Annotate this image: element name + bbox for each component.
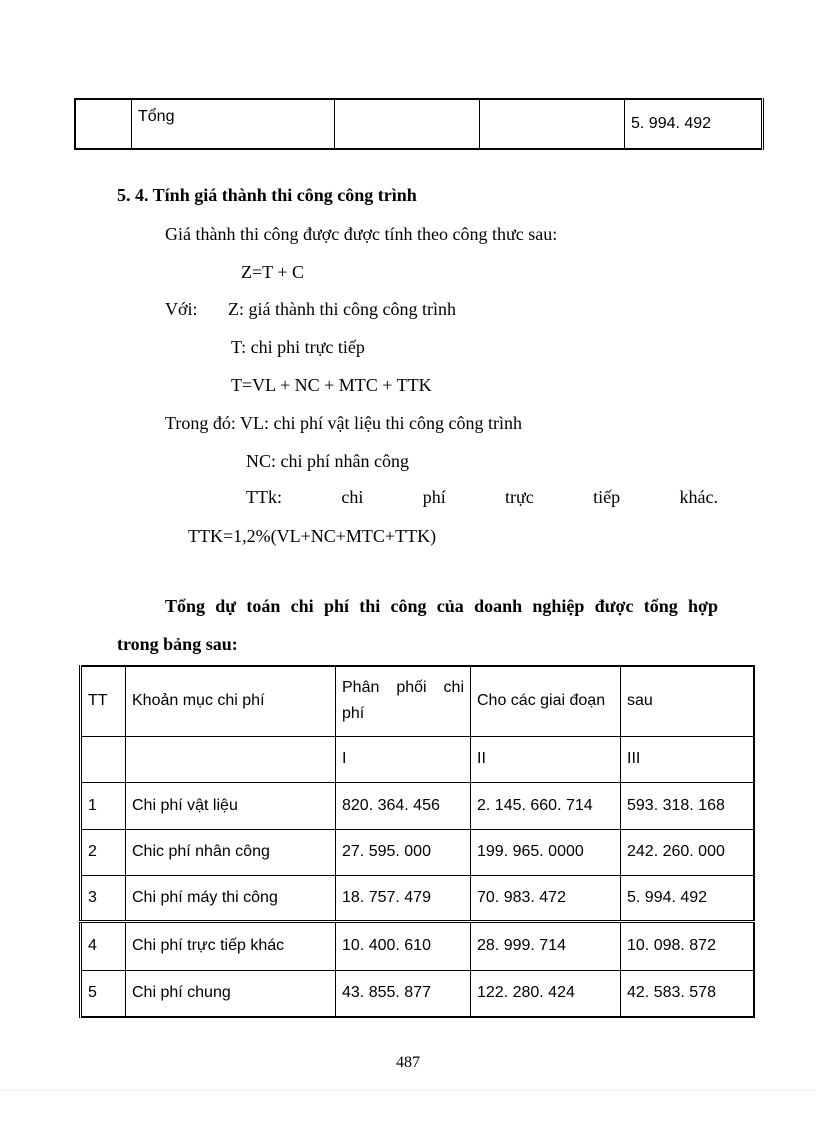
ttk-word: phí [422,487,446,507]
section-heading: 5. 4. Tính giá thành thi công công trình [117,185,417,205]
summary-line-2: trong bảng sau: [117,634,238,654]
table-row [75,99,763,149]
ttk-definition [246,487,718,508]
header-after: sau [621,666,755,736]
table-row [81,782,755,829]
header-phases: Cho các giai đoạn [471,666,621,736]
summary-line-1: Tổng dự toán chi phí thi công của doanh nghiệp được tổng hợp [165,596,718,616]
nc-definition: NC: chi phí nhân công [246,451,409,471]
row-value: 28. 999. 714 [471,921,621,970]
footer-rule [0,1090,816,1091]
header-tt: TT [81,666,126,736]
row-tt: 2 [81,829,126,875]
row-value: 70. 983. 472 [471,875,621,921]
t-definition: T: chi phi trực tiếp [231,337,365,357]
table-row [81,875,755,921]
row-value: 820. 364. 456 [336,782,471,829]
row-item: Chi phí trực tiếp khác [126,921,336,970]
row-value: 593. 318. 168 [621,782,755,829]
row-item: Chi phí vật liệu [126,782,336,829]
ttk-word: tiếp [593,487,621,507]
formula-z: Z=T + C [241,262,304,282]
phase-row [81,736,755,782]
row-value: 18. 757. 479 [336,875,471,921]
table-row [81,970,755,1017]
row-tt: 3 [81,875,126,921]
empty-cell [126,736,336,782]
ttk-word: trực [505,487,534,507]
t-formula: T=VL + NC + MTC + TTK [231,375,432,395]
phase-label: I [336,736,471,782]
page-number: 487 [396,1054,420,1071]
empty-cell [81,736,126,782]
table-row [81,829,755,875]
table-row [81,921,755,970]
row-value: 43. 855. 877 [336,970,471,1017]
row-tt: 5 [81,970,126,1017]
ttk-formula: TTK=1,2%(VL+NC+MTC+TTK) [188,526,437,546]
row-value: 122. 280. 424 [471,970,621,1017]
row-value: 2. 145. 660. 714 [471,782,621,829]
row-item: Chi phí máy thi công [126,875,336,921]
row-value: 5. 994. 492 [621,875,755,921]
total-value-cell: 5. 994. 492 [625,99,763,149]
row-value: 27. 595. 000 [336,829,471,875]
empty-cell [75,99,132,149]
z-definition: Z: giá thành thi công công trình [228,299,456,319]
row-item: Chic phí nhân công [126,829,336,875]
phase-label: II [471,736,621,782]
ttk-word: TTk: [246,487,282,507]
with-label: Với: [165,299,198,319]
row-tt: 4 [81,921,126,970]
row-item: Chi phí chung [126,970,336,1017]
table-header-row [81,666,755,736]
header-item: Khoản mục chi phí [126,666,336,736]
ttk-word: khác. [679,487,718,507]
summary-total-table [74,98,764,150]
row-value: 10. 098. 872 [621,921,755,970]
row-value: 242. 260. 000 [621,829,755,875]
row-value: 199. 965. 0000 [471,829,621,875]
row-tt: 1 [81,782,126,829]
header-distribution: Phân phối chi phí [336,666,471,736]
total-label-cell: Tổng [132,99,335,149]
empty-cell [335,99,480,149]
intro-text: Giá thành thi công được được tính theo công thưc sau: [165,224,558,244]
cost-estimate-table [79,665,755,1018]
row-value: 10. 400. 610 [336,921,471,970]
phase-label: III [621,736,755,782]
where-line: Trong đó: VL: chi phí vật liệu thi công công trình [165,413,522,433]
empty-cell [480,99,625,149]
ttk-word: chi [341,487,364,507]
row-value: 42. 583. 578 [621,970,755,1017]
